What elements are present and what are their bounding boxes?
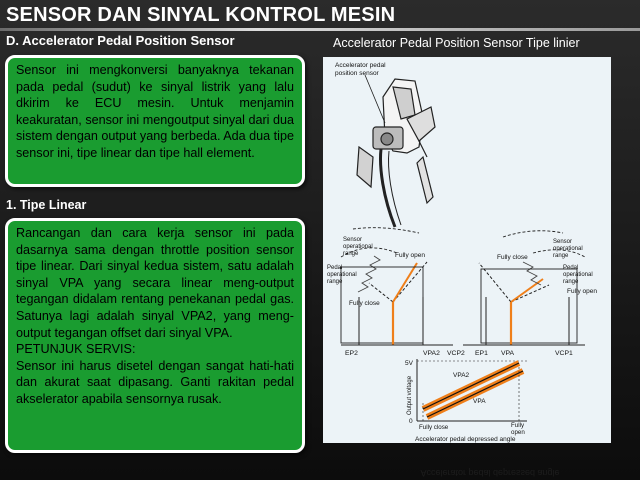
intro-text: Sensor ini mengkonversi banyaknya tekanan pada pedal (sudut) ke sinyal listrik yang lalu dkirim ke ECU mesin. Untuk menjamin keakuratan, sensor ini mengoutput sinyal dari dua sistem dengan output yang berbeda. Ada dua tipe sensor ini, tipe linear dan tipe hall element. <box>16 63 294 160</box>
graph-xlabel: Accelerator pedal depressed angle <box>415 436 516 443</box>
terminal-vcp1: VCP1 <box>555 350 573 357</box>
terminal-vpa2: VPA2 <box>423 350 440 357</box>
right-fully-open-label: Fully open <box>567 288 597 295</box>
graph-x-fully-open-1: Fully <box>511 422 525 429</box>
figure-caption: Accelerator Pedal Position Sensor Tipe linier <box>333 36 580 50</box>
service-text: Sensor ini harus disetel dengan sangat hati-hati dan akurat saat dipasang. Ganti rakitan pedal akselerator apabila sensornya rusak. <box>16 358 294 406</box>
graph-x-fully-close: Fully close <box>419 424 449 431</box>
intro-text-box <box>5 55 305 187</box>
output-voltage-graph <box>417 359 527 421</box>
right-pedal-label-3: range <box>563 279 579 285</box>
slide-title: SENSOR DAN SINYAL KONTROL MESIN <box>6 4 396 26</box>
left-range-label-2: operational <box>343 244 373 250</box>
section-heading: 1. Tipe Linear <box>6 198 87 212</box>
terminal-vpa: VPA <box>501 350 515 357</box>
left-pedal-label-1: Pedal <box>327 265 343 271</box>
left-fully-open-label: Fully open <box>395 252 425 259</box>
left-fully-close-label: Fully close <box>349 300 380 307</box>
graph-x-fully-open-2: open <box>511 429 525 436</box>
right-range-label-2: operational <box>553 246 583 252</box>
service-heading: PETUNJUK SERVIS: <box>16 342 136 357</box>
right-range-label-3: range <box>553 253 569 259</box>
figure-reflection <box>420 448 560 478</box>
left-pedal-label-2: operational <box>327 272 357 278</box>
left-range-label-1: Sensor <box>343 237 363 243</box>
title-divider <box>0 28 640 31</box>
left-pedal-label-3: range <box>327 279 343 285</box>
assembly-leader-line <box>365 75 385 123</box>
pedal-assembly-drawing <box>357 79 435 227</box>
right-range-label-1: Sensor <box>553 239 573 245</box>
graph-ymax: 5V <box>405 360 413 367</box>
graph-ylabel: Output voltage <box>407 375 413 415</box>
assembly-label-1: Accelerator pedal <box>335 62 386 69</box>
graph-ymin: 0 <box>409 418 413 425</box>
terminal-ep1: EP1 <box>475 350 488 357</box>
linear-description: Rancangan dan cara kerja sensor ini pada dasarnya sama dengan throttle position sensor tipe linear. Dari sinyal kedua sistem, satu adalah sinyal VPA yang secara linear meng-output tegangan didalam rentang penekanan pedal gas. Satunya lagi adalah sinyal VPA2, yang meng-output tegangan offset dari sinyal VPA. <box>16 226 294 340</box>
right-pedal-label-1: Pedal <box>563 265 579 271</box>
right-pedal-label-2: operational <box>563 272 593 278</box>
sensor-diagram <box>323 57 611 443</box>
sensor-diagram-svg <box>323 57 611 443</box>
right-fully-close-label: Fully close <box>497 254 528 261</box>
figure-reflection-text: Accelerator pedal depressed angle <box>420 468 560 478</box>
linear-type-text-box <box>5 218 305 453</box>
assembly-label-2: position sensor <box>335 70 379 77</box>
slide-subtitle: D. Accelerator Pedal Position Sensor <box>6 33 235 48</box>
terminal-vcp2: VCP2 <box>447 350 465 357</box>
left-range-label-3: range <box>343 251 359 257</box>
graph-vpa-label: VPA <box>473 398 486 405</box>
terminal-ep2: EP2 <box>345 350 358 357</box>
graph-vpa2-label: VPA2 <box>453 372 470 379</box>
